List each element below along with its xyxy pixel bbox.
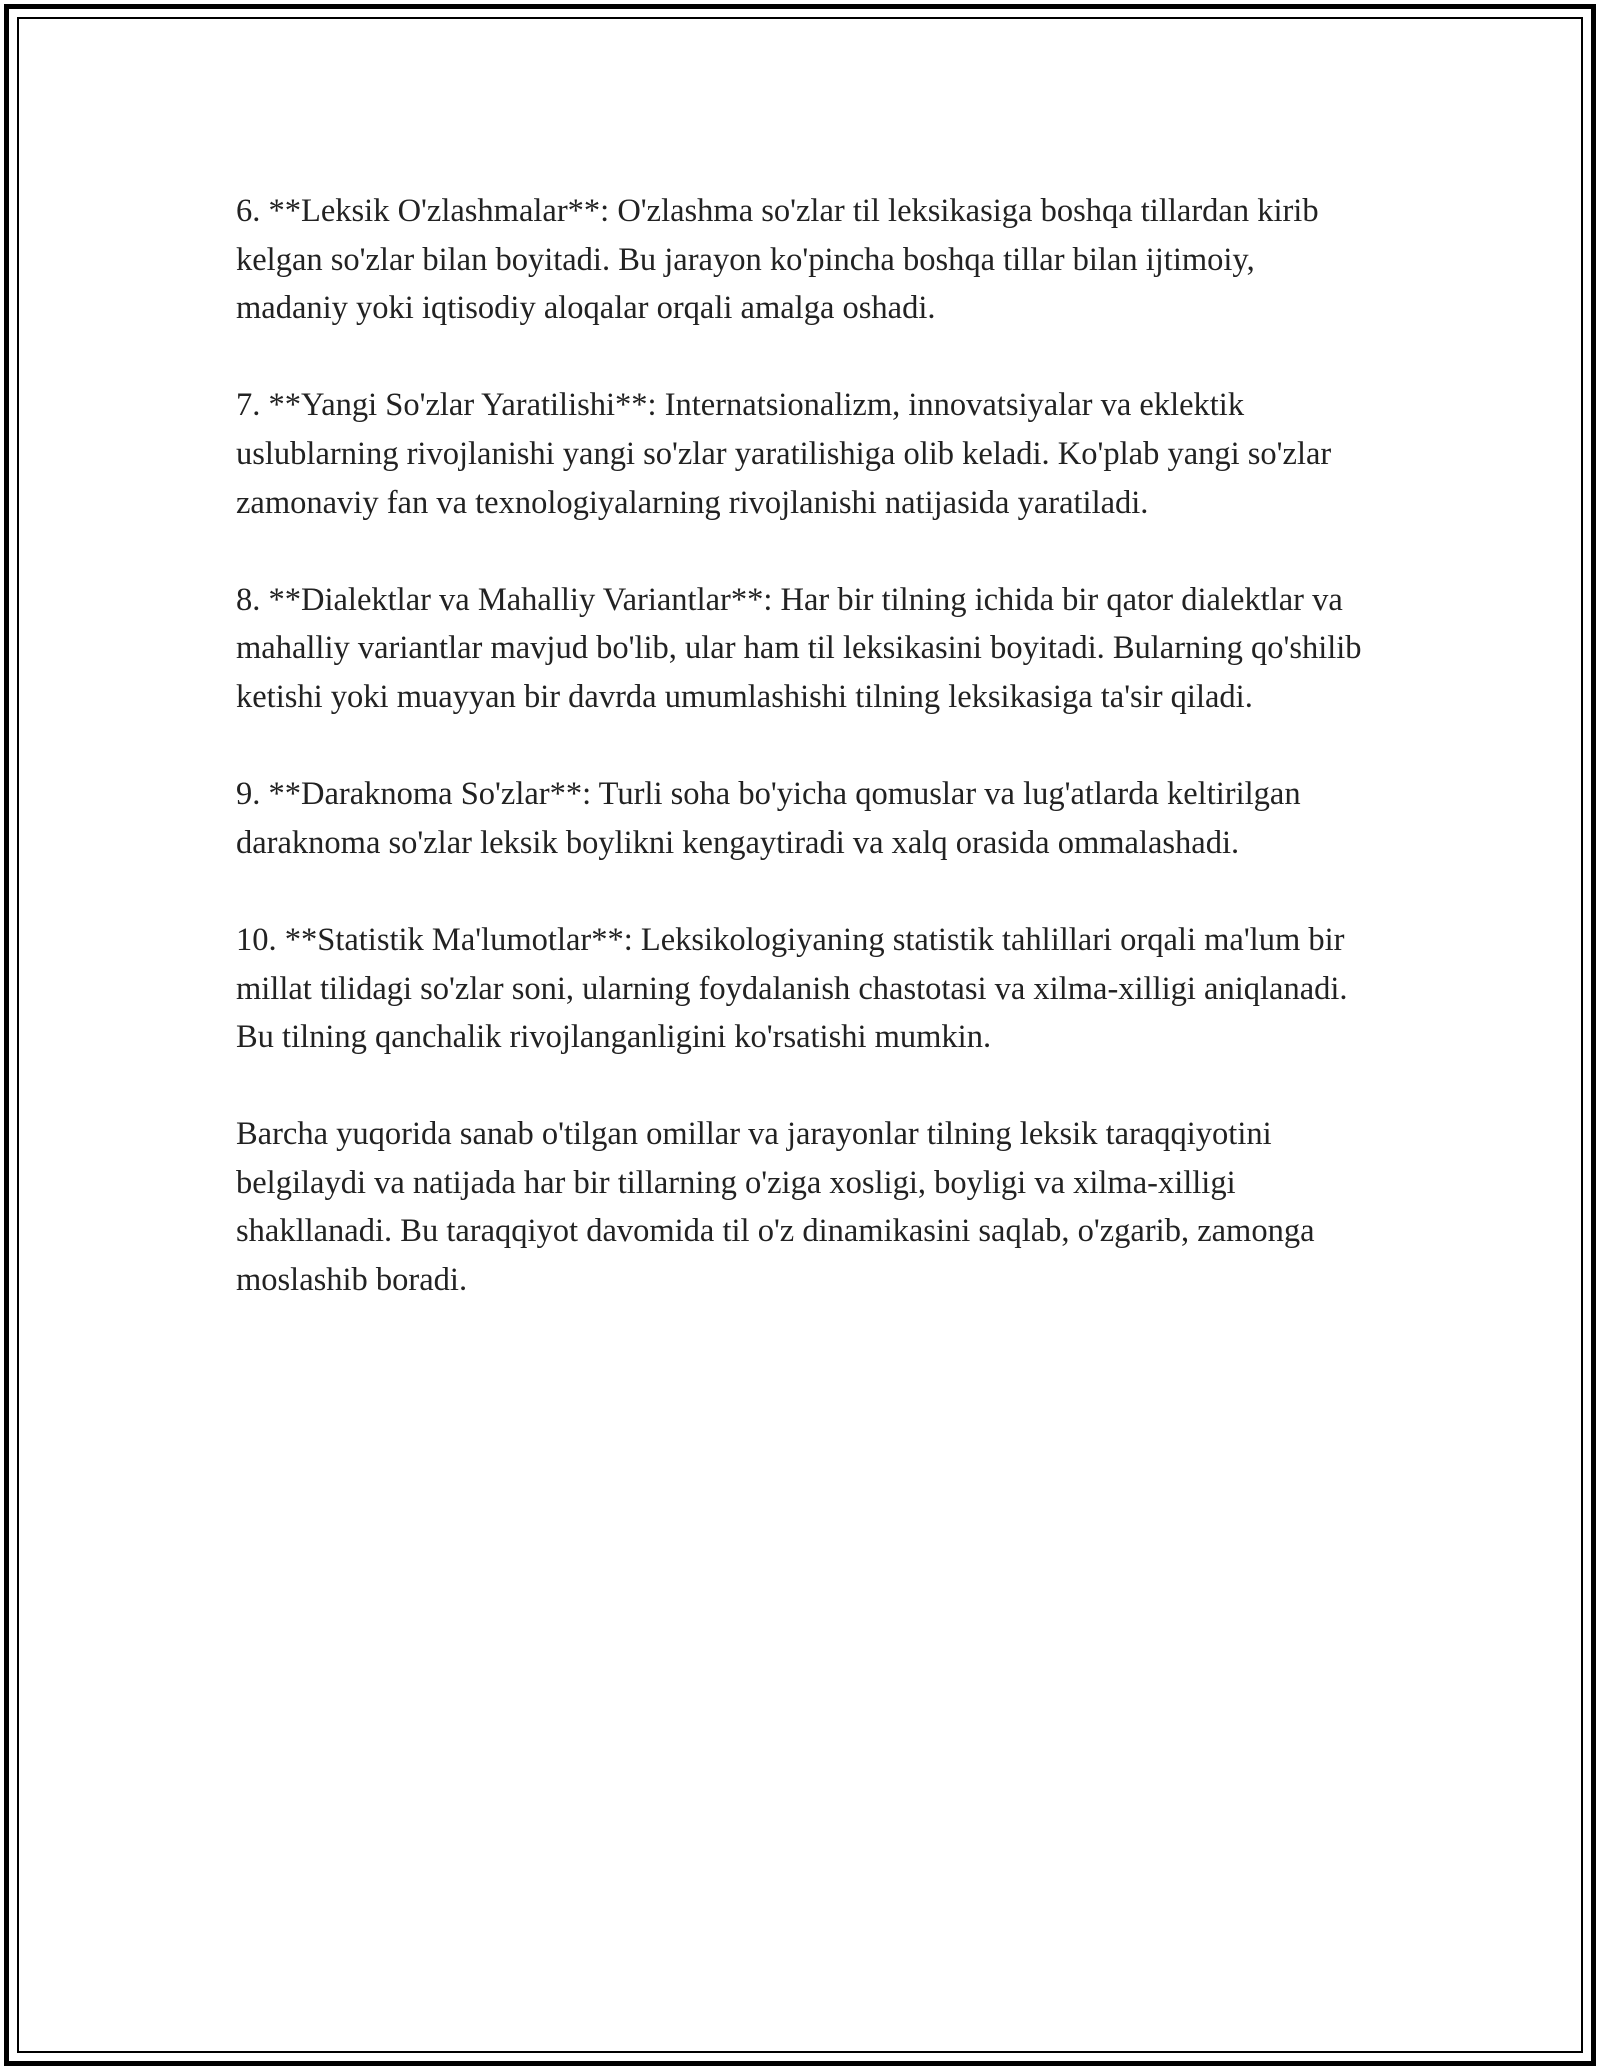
paragraph-conclusion: Barcha yuqorida sanab o'tilgan omillar va jarayonlar tilning leksik taraqqiyotini belgilaydi va natijada har bir tillarning o'ziga xosligi, boyligi va xilma-xilligi shakllanadi. Bu taraqqiyot davomida til o'z dinamikasini saqlab, o'zgarib, zamonga moslashib boradi. [236,1116,1315,1299]
paragraph-dialektlar-va-mahalliy-variantlar: 8. **Dialektlar va Mahalliy Variantlar**: Har bir tilning ichida bir qator dialektlar va mahalliy variantlar mavjud bo'lib, ular ham til leksikasini boyitadi. Bularning qo'shilib ketishi yoki muayyan bir davrda umumlashishi tilning leksikasiga ta'sir qiladi. [236,581,1362,715]
paragraph-statistik-malumotlar: 10. **Statistik Ma'lumotlar**: Leksikologiyaning statistik tahlillari orqali ma'lum bir millat tilidagi so'zlar soni, ularning foydalanish chastotasi va xilma-xilligi aniqlanadi. Bu tilning qanchalik rivojlanganligini ko'rsatishi mumkin. [236,921,1348,1056]
document-body [236,187,1366,1305]
paragraph-yangi-sozlar-yaratilishi: 7. **Yangi So'zlar Yaratilishi**: Internatsionalizm, innovatsiyalar va eklektik uslublarning rivojlanishi yangi so'zlar yaratilishiga olib keladi. Ko'plab yangi so'zlar zamonaviy fan va texnologiyalarning rivojlanishi natijasida yaratiladi. [236,387,1332,521]
paragraph-leksik-ozlashmalar: 6. **Leksik O'zlashmalar**: O'zlashma so'zlar til leksikasiga boshqa tillardan kirib kelgan so'zlar bilan boyitadi. Bu jarayon ko'pincha boshqa tillar bilan ijtimoiy, madaniy yoki iqtisodiy aloqalar orqali amalga oshadi. [236,193,1319,327]
paragraph-daraknoma-sozlar: 9. **Daraknoma So'zlar**: Turli soha bo'yicha qomuslar va lug'atlarda keltirilgan daraknoma so'zlar leksik boylikni kengaytiradi va xalq orasida ommalashadi. [236,776,1301,861]
